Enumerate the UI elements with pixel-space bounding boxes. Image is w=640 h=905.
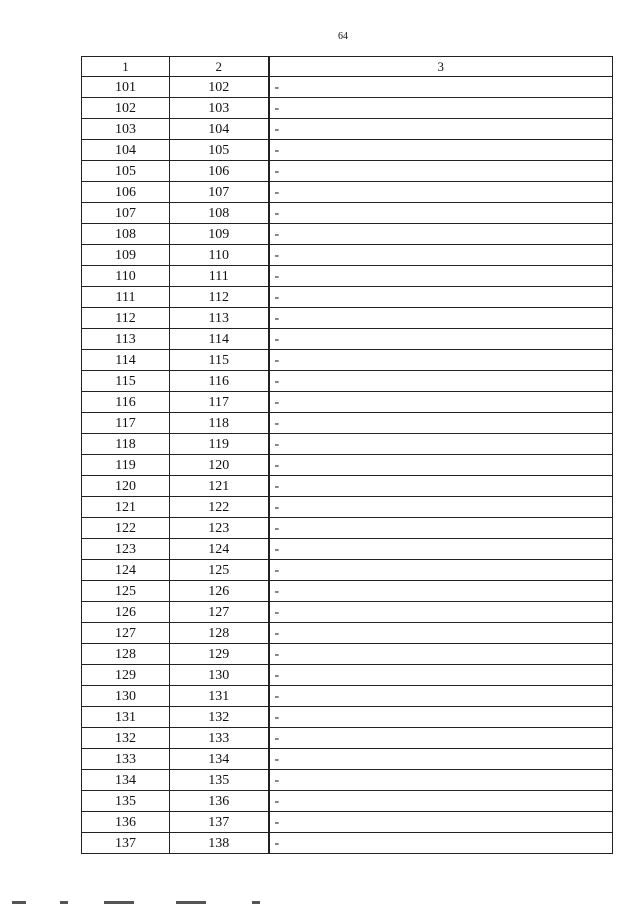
cell-col-2: 127 [170,602,269,623]
table-row [82,623,613,644]
cell-col-2: 128 [170,623,269,644]
cell-col-3: - [269,413,613,434]
table-row [82,476,613,497]
table-row [82,98,613,119]
cell-col-1: 119 [82,455,170,476]
table-row [82,812,613,833]
cell-col-1: 127 [82,623,170,644]
cell-col-2: 132 [170,707,269,728]
cell-col-2: 117 [170,392,269,413]
cell-col-3: - [269,245,613,266]
cell-col-1: 123 [82,539,170,560]
cell-col-3: - [269,791,613,812]
cell-col-2: 115 [170,350,269,371]
cell-col-1: 115 [82,371,170,392]
table-row [82,266,613,287]
table-row [82,371,613,392]
cell-col-1: 107 [82,203,170,224]
cell-col-2: 125 [170,560,269,581]
table-row [82,707,613,728]
cell-col-3: - [269,119,613,140]
table-row [82,560,613,581]
cell-col-2: 110 [170,245,269,266]
cell-col-1: 101 [82,77,170,98]
cell-col-3: - [269,266,613,287]
cell-col-2: 118 [170,413,269,434]
cell-col-3: - [269,77,613,98]
table-row [82,287,613,308]
cell-col-2: 124 [170,539,269,560]
column-header-1: 1 [82,57,170,77]
cell-col-2: 119 [170,434,269,455]
cell-col-2: 108 [170,203,269,224]
cell-col-2: 138 [170,833,269,854]
cell-col-1: 122 [82,518,170,539]
cell-col-1: 112 [82,308,170,329]
cell-col-3: - [269,497,613,518]
table-row [82,581,613,602]
cell-col-2: 111 [170,266,269,287]
cell-col-3: - [269,833,613,854]
cell-col-1: 121 [82,497,170,518]
cell-col-2: 112 [170,287,269,308]
cell-col-1: 124 [82,560,170,581]
cell-col-1: 129 [82,665,170,686]
table-row [82,665,613,686]
cell-col-3: - [269,728,613,749]
cell-col-1: 136 [82,812,170,833]
table-row [82,77,613,98]
cell-col-3: - [269,623,613,644]
table-row [82,413,613,434]
table-row [82,308,613,329]
cell-col-3: - [269,518,613,539]
cell-col-3: - [269,434,613,455]
cell-col-2: 130 [170,665,269,686]
table-row [82,644,613,665]
cell-col-1: 128 [82,644,170,665]
cell-col-1: 118 [82,434,170,455]
cell-col-1: 109 [82,245,170,266]
cell-col-3: - [269,560,613,581]
table-row [82,686,613,707]
table-row [82,182,613,203]
cell-col-2: 129 [170,644,269,665]
page-number: 64 [338,31,348,42]
cell-col-2: 126 [170,581,269,602]
cell-col-1: 126 [82,602,170,623]
cell-col-1: 113 [82,329,170,350]
table-row [82,161,613,182]
cell-col-1: 125 [82,581,170,602]
table-row [82,203,613,224]
table-row [82,770,613,791]
cell-col-2: 121 [170,476,269,497]
data-table [81,56,613,854]
cell-col-1: 105 [82,161,170,182]
cell-col-2: 135 [170,770,269,791]
scan-artifacts [0,897,640,905]
cell-col-2: 123 [170,518,269,539]
cell-col-1: 131 [82,707,170,728]
table-row [82,140,613,161]
cell-col-2: 104 [170,119,269,140]
cell-col-1: 106 [82,182,170,203]
cell-col-2: 134 [170,749,269,770]
table-row [82,518,613,539]
cell-col-2: 122 [170,497,269,518]
cell-col-2: 133 [170,728,269,749]
cell-col-3: - [269,707,613,728]
cell-col-1: 134 [82,770,170,791]
cell-col-2: 120 [170,455,269,476]
table-row [82,497,613,518]
table-row [82,539,613,560]
cell-col-1: 132 [82,728,170,749]
table-row [82,392,613,413]
cell-col-3: - [269,203,613,224]
cell-col-3: - [269,371,613,392]
cell-col-3: - [269,329,613,350]
cell-col-2: 114 [170,329,269,350]
cell-col-3: - [269,140,613,161]
cell-col-3: - [269,686,613,707]
cell-col-1: 137 [82,833,170,854]
cell-col-1: 117 [82,413,170,434]
cell-col-2: 103 [170,98,269,119]
cell-col-2: 106 [170,161,269,182]
table-header-row [82,57,613,77]
cell-col-1: 103 [82,119,170,140]
table-row [82,245,613,266]
cell-col-2: 137 [170,812,269,833]
cell-col-3: - [269,812,613,833]
cell-col-3: - [269,476,613,497]
cell-col-3: - [269,98,613,119]
cell-col-1: 116 [82,392,170,413]
cell-col-1: 102 [82,98,170,119]
table-row [82,224,613,245]
cell-col-2: 131 [170,686,269,707]
cell-col-1: 104 [82,140,170,161]
cell-col-3: - [269,581,613,602]
cell-col-3: - [269,770,613,791]
cell-col-3: - [269,455,613,476]
table-row [82,833,613,854]
cell-col-1: 120 [82,476,170,497]
cell-col-2: 116 [170,371,269,392]
cell-col-3: - [269,392,613,413]
table-row [82,434,613,455]
cell-col-2: 136 [170,791,269,812]
table-row [82,455,613,476]
table-row [82,791,613,812]
table-body [82,77,613,854]
cell-col-1: 135 [82,791,170,812]
column-header-3: 3 [269,57,613,77]
cell-col-3: - [269,182,613,203]
cell-col-1: 133 [82,749,170,770]
table-row [82,602,613,623]
table-row [82,350,613,371]
cell-col-3: - [269,602,613,623]
cell-col-3: - [269,161,613,182]
cell-col-3: - [269,665,613,686]
cell-col-2: 102 [170,77,269,98]
cell-col-3: - [269,224,613,245]
table-row [82,329,613,350]
cell-col-2: 107 [170,182,269,203]
table-row [82,119,613,140]
column-header-2: 2 [170,57,269,77]
cell-col-2: 113 [170,308,269,329]
cell-col-1: 114 [82,350,170,371]
cell-col-3: - [269,287,613,308]
table-row [82,749,613,770]
cell-col-2: 105 [170,140,269,161]
cell-col-3: - [269,539,613,560]
cell-col-1: 130 [82,686,170,707]
cell-col-1: 111 [82,287,170,308]
cell-col-3: - [269,644,613,665]
cell-col-1: 108 [82,224,170,245]
cell-col-1: 110 [82,266,170,287]
cell-col-3: - [269,350,613,371]
cell-col-3: - [269,308,613,329]
table-row [82,728,613,749]
cell-col-2: 109 [170,224,269,245]
cell-col-3: - [269,749,613,770]
table-header [82,57,613,77]
